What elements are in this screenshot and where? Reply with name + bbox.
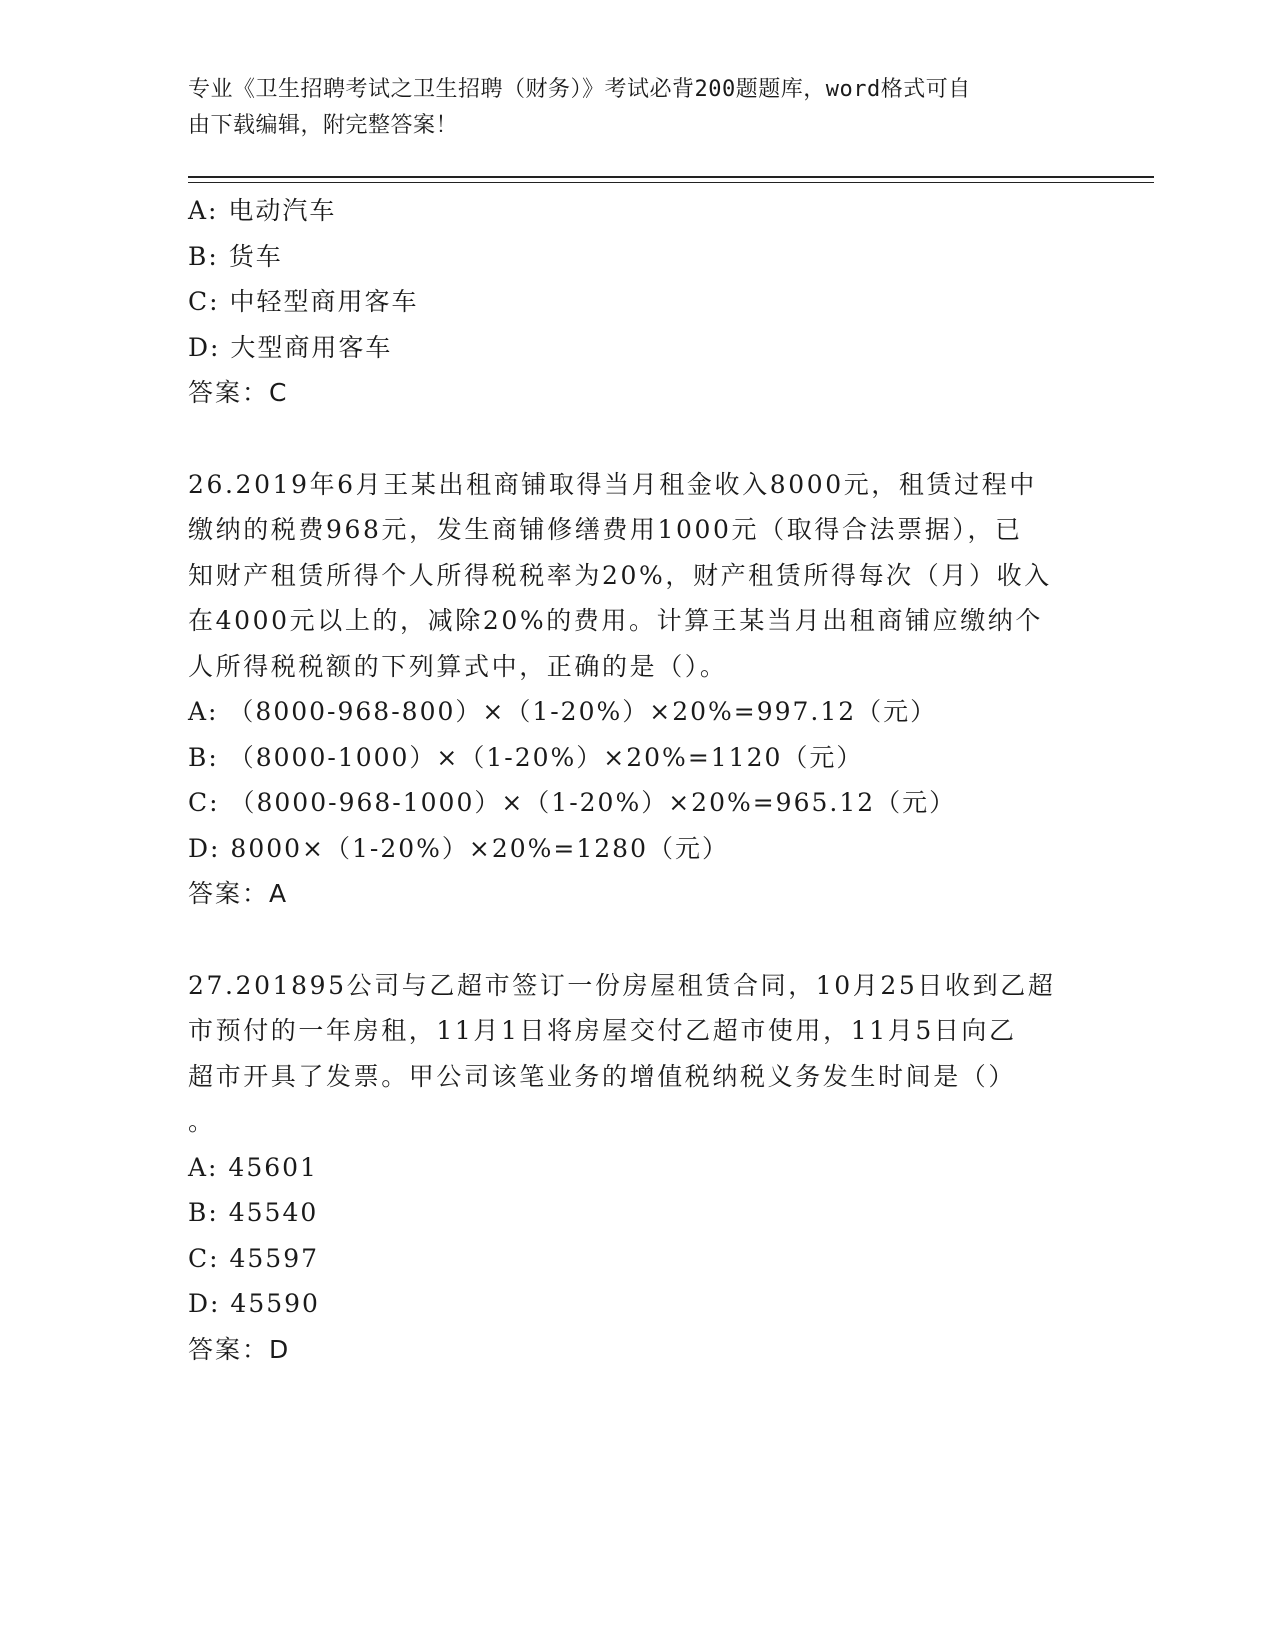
option-d: D: 大型商用客车 bbox=[188, 332, 393, 362]
question-25 bbox=[188, 188, 1088, 416]
question-text-line: 在4000元以上的，减除20%的费用。计算王某当月出租商铺应缴纳个 bbox=[188, 606, 1043, 635]
option-b: B: 货车 bbox=[188, 241, 283, 271]
question-text-line: 。 bbox=[188, 1107, 216, 1136]
header-line-1: 专业《卫生招聘考试之卫生招聘（财务）》考试必背200题题库，word格式可自 bbox=[188, 77, 971, 102]
option-a: A: 电动汽车 bbox=[188, 196, 337, 225]
question-text-line: 缴纳的税费968元，发生商铺修缮费用1000元（取得合法票据），已 bbox=[188, 515, 1023, 544]
header-divider-thin bbox=[188, 182, 1154, 183]
option-d: D: 8000×（1-20%）×20%=1280（元） bbox=[188, 833, 729, 863]
option-a: A: （8000-968-800）×（1-20%）×20%=997.12（元） bbox=[188, 697, 938, 726]
question-text-line: 知财产租赁所得个人所得税税率为20%，财产租赁所得每次（月）收入 bbox=[188, 560, 1052, 590]
option-d: D: 45590 bbox=[188, 1289, 320, 1318]
spacer bbox=[188, 917, 1088, 963]
header-divider-thick bbox=[188, 176, 1154, 178]
question-text-line: 市预付的一年房租，11月1日将房屋交付乙超市使用，11月5日向乙 bbox=[188, 1016, 1017, 1045]
question-text-line: 超市开具了发票。甲公司该笔业务的增值税纳税义务发生时间是（） bbox=[188, 1061, 1017, 1091]
question-27 bbox=[188, 963, 1088, 1373]
question-text-line: 26.2019年6月王某出租商铺取得当月租金收入8000元，租赁过程中 bbox=[188, 469, 1037, 499]
header-line-2: 由下载编辑，附完整答案！ bbox=[188, 113, 459, 138]
answer-line: 答案：C bbox=[188, 378, 289, 407]
document-body bbox=[188, 188, 1088, 1372]
question-text-line: 人所得税税额的下列算式中，正确的是（）。 bbox=[188, 651, 728, 681]
option-c: C: （8000-968-1000）×（1-20%）×20%=965.12（元） bbox=[188, 788, 957, 817]
option-a: A: 45601 bbox=[188, 1152, 318, 1182]
page-header bbox=[188, 72, 1068, 144]
answer-line: 答案：D bbox=[188, 1334, 291, 1364]
spacer bbox=[188, 416, 1088, 462]
option-b: B: 45540 bbox=[188, 1198, 319, 1227]
question-26 bbox=[188, 462, 1088, 917]
answer-line: 答案：A bbox=[188, 879, 289, 908]
option-b: B: （8000-1000）×（1-20%）×20%=1120（元） bbox=[188, 742, 864, 772]
question-text-line: 27.201895公司与乙超市签订一份房屋租赁合同，10月25日收到乙超 bbox=[188, 970, 1056, 1000]
option-c: C: 45597 bbox=[188, 1243, 320, 1273]
option-c: C: 中轻型商用客车 bbox=[188, 287, 419, 316]
